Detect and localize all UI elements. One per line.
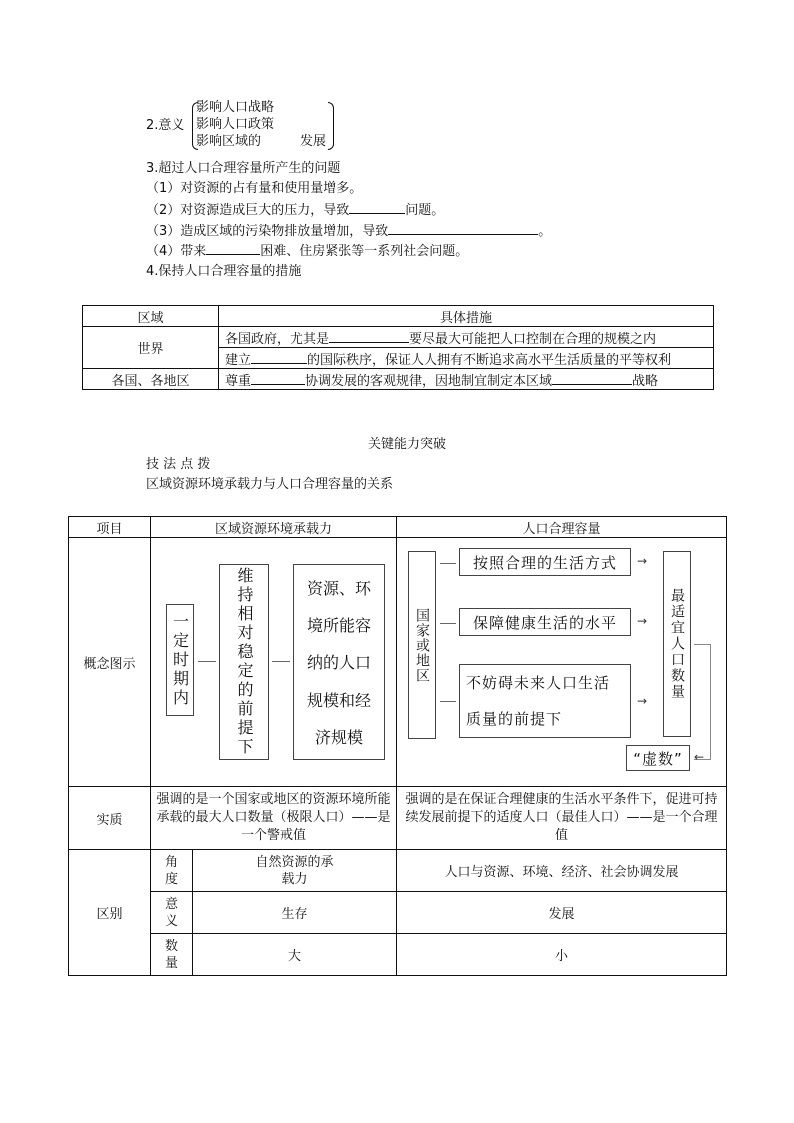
section3-p1: （1）对资源的占有量和使用量增多。 bbox=[146, 181, 363, 196]
diff-sub-3: 数量 bbox=[151, 934, 193, 976]
header-measures: 具体措施 bbox=[219, 306, 714, 327]
diff-right-3: 小 bbox=[397, 934, 727, 976]
section5-heading: 关键能力突破 bbox=[368, 437, 447, 452]
header-region: 区域 bbox=[83, 306, 219, 327]
connector bbox=[440, 563, 456, 564]
section5-title: 区域资源环境承载力与人口合理容量的关系 bbox=[146, 477, 394, 492]
cell-row3: 尊重 协调发展的客观规律，因地制宜制定本区域 战略 bbox=[219, 369, 714, 390]
section3-title: 3.超过人口合理容量所产生的问题 bbox=[146, 161, 341, 176]
connector bbox=[440, 701, 456, 702]
essence-right: 强调的是在保证合理健康的生活水平条件下，促进可持续发展前提下的适度人口（最佳人口）——是一个合理值 bbox=[397, 787, 727, 850]
connector bbox=[272, 661, 290, 662]
essence-left: 强调的是一个国家或地区的资源环境所能承载的最大人口数量（极限人口）——是一个警戒值 bbox=[151, 787, 397, 850]
box-result: 最适宜人口数量 bbox=[663, 551, 691, 737]
blank bbox=[251, 372, 305, 385]
concept-label: 概念图示 bbox=[69, 538, 151, 787]
header-item: 项目 bbox=[69, 517, 151, 538]
diff-right-1: 人口与资源、环境、经济、社会协调发展 bbox=[397, 850, 727, 892]
section2-item-2: 影响人口政策 bbox=[196, 117, 275, 132]
section5-sub: 技 法 点 拨 bbox=[146, 457, 211, 472]
arrow-right-icon: → bbox=[637, 614, 648, 628]
box-country: 国家或地区 bbox=[408, 551, 436, 739]
box-period: 一定时期内 bbox=[166, 604, 194, 716]
section4-title: 4.保持人口合理容量的措施 bbox=[146, 264, 302, 279]
diff-left-1: 自然资源的承载力 bbox=[193, 850, 397, 892]
box-cond-2: 保障健康生活的水平 bbox=[459, 608, 631, 636]
section2-item-3: 影响区域的 bbox=[196, 134, 262, 149]
section2-label: 2.意义 bbox=[146, 118, 185, 133]
box-cond-3: 不妨碍未来人口生活 质量的前提下 bbox=[459, 664, 631, 738]
section3-p4: （4）带来 困难、住房紧张等一系列社会问题。 bbox=[146, 244, 469, 259]
connector bbox=[440, 623, 456, 624]
arrow-left-icon: ← bbox=[694, 750, 705, 764]
brace-right bbox=[328, 102, 334, 150]
arrow-right-icon: → bbox=[637, 554, 648, 568]
header-reasonable: 人口合理容量 bbox=[397, 517, 727, 538]
diff-sub-1: 角度 bbox=[151, 850, 193, 892]
essence-label: 实质 bbox=[69, 787, 151, 850]
section2-tail: 发展 bbox=[300, 134, 327, 149]
measures-table bbox=[82, 305, 714, 390]
section2-item-1: 影响人口战略 bbox=[196, 100, 275, 115]
diff-left-2: 生存 bbox=[193, 892, 397, 934]
blank bbox=[349, 201, 405, 214]
header-capacity: 区域资源环境承载力 bbox=[151, 517, 397, 538]
blank bbox=[206, 242, 260, 255]
cell-world: 世界 bbox=[83, 327, 219, 369]
section3-p2: （2）对资源造成巨大的压力，导致 问题。 bbox=[146, 203, 445, 218]
cell-row2: 建立 的国际秩序，保证人人拥有不断追求高水平生活质量的平等权利 bbox=[219, 348, 714, 369]
blank bbox=[329, 330, 409, 343]
diff-sub-2: 意义 bbox=[151, 892, 193, 934]
blank bbox=[552, 372, 632, 385]
diff-left-3: 大 bbox=[193, 934, 397, 976]
box-resources: 资源、环 境所能容 纳的人口 规模和经 济规模 bbox=[293, 564, 385, 760]
section3-p3: （3）造成区域的污染物排放量增加，导致 。 bbox=[146, 224, 552, 239]
blank bbox=[251, 351, 307, 364]
arrow-right-icon: → bbox=[637, 694, 648, 708]
cell-row1: 各国政府，尤其是 要尽最大可能把人口控制在合理的规模之内 bbox=[219, 327, 714, 348]
connector bbox=[198, 661, 216, 662]
box-virtual: “虚数” bbox=[626, 745, 690, 771]
diff-right-2: 发展 bbox=[397, 892, 727, 934]
diff-label: 区别 bbox=[69, 850, 151, 976]
blank bbox=[388, 222, 538, 235]
cell-region: 各国、各地区 bbox=[83, 369, 219, 390]
box-cond-1: 按照合理的生活方式 bbox=[459, 548, 631, 576]
loop-line bbox=[694, 644, 711, 760]
box-premise: 维持相对稳定的前提下 bbox=[219, 564, 269, 760]
